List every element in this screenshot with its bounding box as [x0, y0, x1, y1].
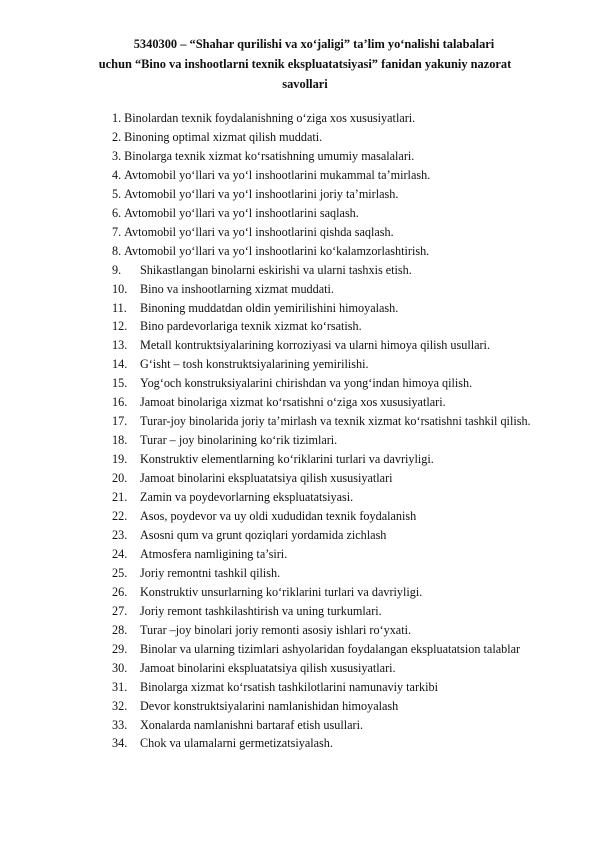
- question-number: 24.: [112, 546, 128, 561]
- question-number: 23.: [112, 527, 128, 542]
- question-text: Bino pardevorlariga texnik xizmat ko‘rsatish.: [140, 319, 362, 334]
- question-item: [112, 583, 552, 602]
- question-item: [112, 431, 552, 450]
- question-number: 17.: [112, 414, 128, 429]
- question-text: Metall kontruktsiyalarining korroziyasi va ularni himoya qilish usullari.: [140, 338, 490, 353]
- question-item: [112, 355, 552, 374]
- question-number: 29.: [112, 641, 128, 656]
- question-number: 4.: [112, 167, 122, 182]
- question-number: 10.: [112, 281, 128, 296]
- question-number: 9.: [112, 262, 122, 277]
- question-number: 15.: [112, 376, 128, 391]
- title-line-1: 5340300 – “Shahar qurilishi va xo‘jaligi” ta’lim yo‘nalishi talabalari: [133, 37, 495, 51]
- question-text: Joriy remontni tashkil qilish.: [140, 565, 281, 580]
- question-text: Jamoat binolarini ekspluatatsiya qilish xususiyatlari: [140, 471, 393, 486]
- question-number: 26.: [112, 584, 128, 599]
- question-number: 3.: [112, 148, 122, 163]
- question-text: Joriy remont tashkilashtirish va uning turkumlari.: [140, 603, 382, 618]
- question-text: Chok va ulamalarni germetizatsiyalash.: [140, 736, 333, 751]
- question-item: [112, 640, 552, 659]
- question-item: [112, 280, 552, 299]
- question-item: [112, 526, 552, 545]
- question-text: Turar – joy binolarining ko‘rik tizimlari.: [140, 433, 338, 448]
- question-item: [112, 336, 552, 355]
- question-number: 18.: [112, 433, 128, 448]
- question-text: Binolar va ularning tizimlari ashyolaridan foydalangan ekspluatatsion talablar: [140, 641, 521, 656]
- question-text: Avtomobil yo‘llari va yo‘l inshootlarini saqlash.: [124, 205, 359, 220]
- question-text: Shikastlangan binolarni eskirishi va ularni tashxis etish.: [140, 262, 412, 277]
- question-item: [112, 393, 552, 412]
- question-number: 30.: [112, 660, 128, 675]
- question-number: 1.: [112, 111, 122, 125]
- question-text: Devor konstruktsiyalarini namlanishidan himoyalash: [140, 698, 399, 713]
- question-text: Binoning muddatdan oldin yemirilishini himoyalash.: [140, 300, 399, 315]
- question-number: 34.: [112, 736, 128, 751]
- question-item: [112, 147, 552, 166]
- question-item: [112, 450, 552, 469]
- question-item: [112, 678, 552, 697]
- question-text: G‘isht – tosh konstruktsiyalarining yemirilishi.: [140, 357, 369, 372]
- question-number: 21.: [112, 490, 128, 505]
- question-item: [112, 223, 552, 242]
- title-line-3: savollari: [282, 77, 328, 91]
- question-item: [112, 507, 552, 526]
- question-item: [112, 545, 552, 564]
- question-text: Zamin va poydevorlarning ekspluatatsiyasi.: [140, 490, 354, 505]
- question-text: Turar –joy binolari joriy remonti asosiy ishlari ro‘yxati.: [140, 622, 412, 637]
- question-text: Turar-joy binolarida joriy ta’mirlash va texnik xizmat ko‘rsatishni tashkil qilish.: [140, 414, 531, 429]
- question-number: 2.: [112, 129, 122, 144]
- question-number: 6.: [112, 205, 122, 220]
- question-text: Avtomobil yo‘llari va yo‘l inshootlarini joriy ta’mirlash.: [124, 186, 399, 201]
- question-item: [112, 412, 552, 431]
- question-text: Asos, poydevor va uy oldi xududidan texnik foydalanish: [140, 509, 417, 524]
- question-number: 31.: [112, 679, 128, 694]
- question-number: 5.: [112, 186, 122, 201]
- question-text: Yog‘och konstruksiyalarini chirishdan va yong‘indan himoya qilish.: [140, 376, 473, 391]
- question-text: Binolarga texnik xizmat ko‘rsatishning umumiy masalalari.: [124, 148, 415, 163]
- question-number: 13.: [112, 338, 128, 353]
- question-number: 33.: [112, 717, 128, 732]
- question-text: Avtomobil yo‘llari va yo‘l inshootlarini qishda saqlash.: [124, 224, 394, 239]
- title-line-2: uchun “Bino va inshootlarni texnik ekspluatatsiyasi” fanidan yakuniy nazorat: [98, 57, 512, 71]
- question-text: Jamoat binolariga xizmat ko‘rsatishni o‘ziga xos xususiyatlari.: [140, 395, 446, 410]
- question-item: [112, 488, 552, 507]
- question-number: 25.: [112, 565, 128, 580]
- question-item: [112, 469, 552, 488]
- question-item: [112, 621, 552, 640]
- question-text: Konstruktiv unsurlarning ko‘riklarini turlari va davriyligi.: [140, 584, 423, 599]
- question-text: Xonalarda namlanishni bartaraf etish usullari.: [140, 717, 364, 732]
- question-item: [112, 261, 552, 280]
- question-number: 11.: [112, 300, 127, 315]
- question-text: Asosni qum va grunt qoziqlari yordamida zichlash: [140, 527, 387, 542]
- question-text: Binolardan texnik foydalanishning o‘ziga xos xususiyatlari.: [124, 111, 416, 125]
- question-item: [112, 204, 552, 223]
- question-text: Konstruktiv elementlarning ko‘riklarini turlari va davriyligi.: [140, 452, 434, 467]
- question-item: [112, 242, 552, 261]
- question-list: [112, 109, 552, 753]
- question-number: 16.: [112, 395, 128, 410]
- question-item: [112, 602, 552, 621]
- question-number: 14.: [112, 357, 128, 372]
- question-number: 12.: [112, 319, 128, 334]
- question-item: [112, 374, 552, 393]
- question-item: [112, 317, 552, 336]
- question-item: [112, 734, 552, 753]
- question-text: Binoning optimal xizmat qilish muddati.: [124, 129, 323, 144]
- question-item: [112, 185, 552, 204]
- question-item: [112, 659, 552, 678]
- question-number: 8.: [112, 243, 122, 258]
- question-text: Atmosfera namligining ta’siri.: [140, 546, 288, 561]
- question-item: [112, 697, 552, 716]
- question-text: Bino va inshootlarning xizmat muddati.: [140, 281, 334, 296]
- question-number: 22.: [112, 509, 128, 524]
- question-number: 28.: [112, 622, 128, 637]
- question-item: [112, 128, 552, 147]
- question-item: [112, 716, 552, 735]
- question-text: Jamoat binolarini ekspluatatsiya qilish xususiyatlari.: [140, 660, 396, 675]
- document-title: [60, 34, 550, 94]
- question-item: [112, 166, 552, 185]
- question-number: 20.: [112, 471, 128, 486]
- question-number: 19.: [112, 452, 128, 467]
- question-item: [112, 109, 552, 128]
- question-number: 32.: [112, 698, 128, 713]
- question-text: Binolarga xizmat ko‘rsatish tashkilotlarini namunaviy tarkibi: [140, 679, 438, 694]
- question-text: Avtomobil yo‘llari va yo‘l inshootlarini ko‘kalamzorlashtirish.: [124, 243, 430, 258]
- question-number: 27.: [112, 603, 128, 618]
- question-number: 7.: [112, 224, 122, 239]
- question-item: [112, 299, 552, 318]
- question-item: [112, 564, 552, 583]
- question-text: Avtomobil yo‘llari va yo‘l inshootlarini mukammal ta’mirlash.: [124, 167, 431, 182]
